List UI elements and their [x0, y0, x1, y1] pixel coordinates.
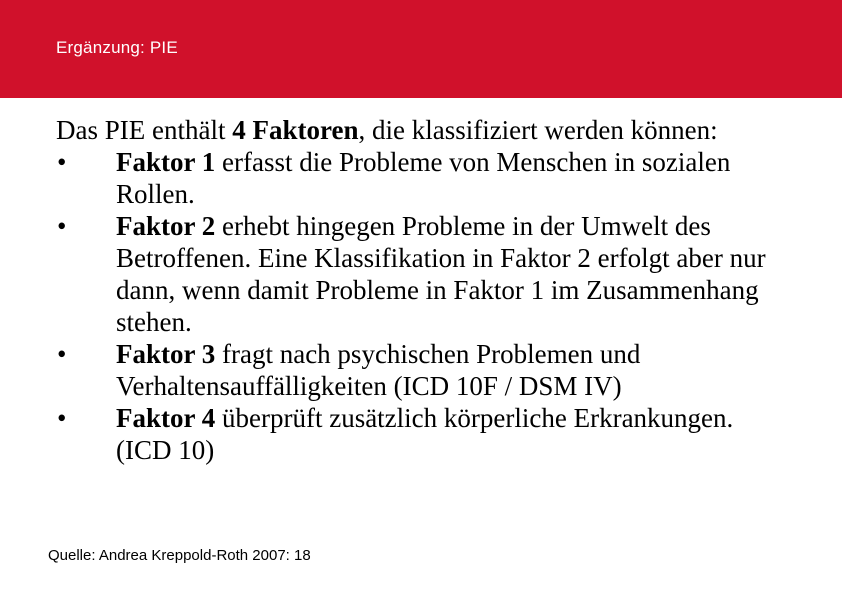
slide-content: [56, 114, 786, 466]
factor-description: erhebt hingegen Probleme in der Umwelt des Betroffenen. Eine Klassifikation in Faktor 2 erfolgt aber nur dann, wenn damit Probleme in Faktor 1 im Zusammenhang stehen.: [116, 211, 766, 337]
factor-item-4: [56, 402, 786, 466]
intro-text-after: , die klassifiziert werden können:: [358, 115, 718, 145]
factor-description: überprüft zusätzlich körperliche Erkrankungen. (ICD 10): [116, 403, 734, 465]
bullet-icon: •: [57, 339, 67, 369]
bullet-icon: •: [57, 147, 67, 177]
factor-item-2: [56, 210, 786, 338]
intro-text-before: Das PIE enthält: [56, 115, 233, 145]
bullet-icon: •: [57, 211, 67, 241]
factor-name: Faktor 3: [116, 339, 216, 369]
factor-description: fragt nach psychischen Problemen und Verhaltensauffälligkeiten (ICD 10F / DSM IV): [116, 339, 641, 401]
bullet-icon: •: [57, 403, 67, 433]
factor-name: Faktor 1: [116, 147, 216, 177]
factor-description: erfasst die Probleme von Menschen in sozialen Rollen.: [116, 147, 731, 209]
factor-name: Faktor 2: [116, 211, 216, 241]
factor-name: Faktor 4: [116, 403, 216, 433]
intro-paragraph: [56, 114, 786, 146]
intro-bold-text: 4 Faktoren: [232, 115, 359, 145]
header-bar: [0, 0, 842, 98]
factor-item-3: [56, 338, 786, 402]
slide-title: Ergänzung: PIE: [56, 38, 178, 57]
factor-list: [56, 146, 786, 466]
source-citation: Quelle: Andrea Kreppold-Roth 2007: 18: [48, 547, 311, 564]
factor-item-1: [56, 146, 786, 210]
